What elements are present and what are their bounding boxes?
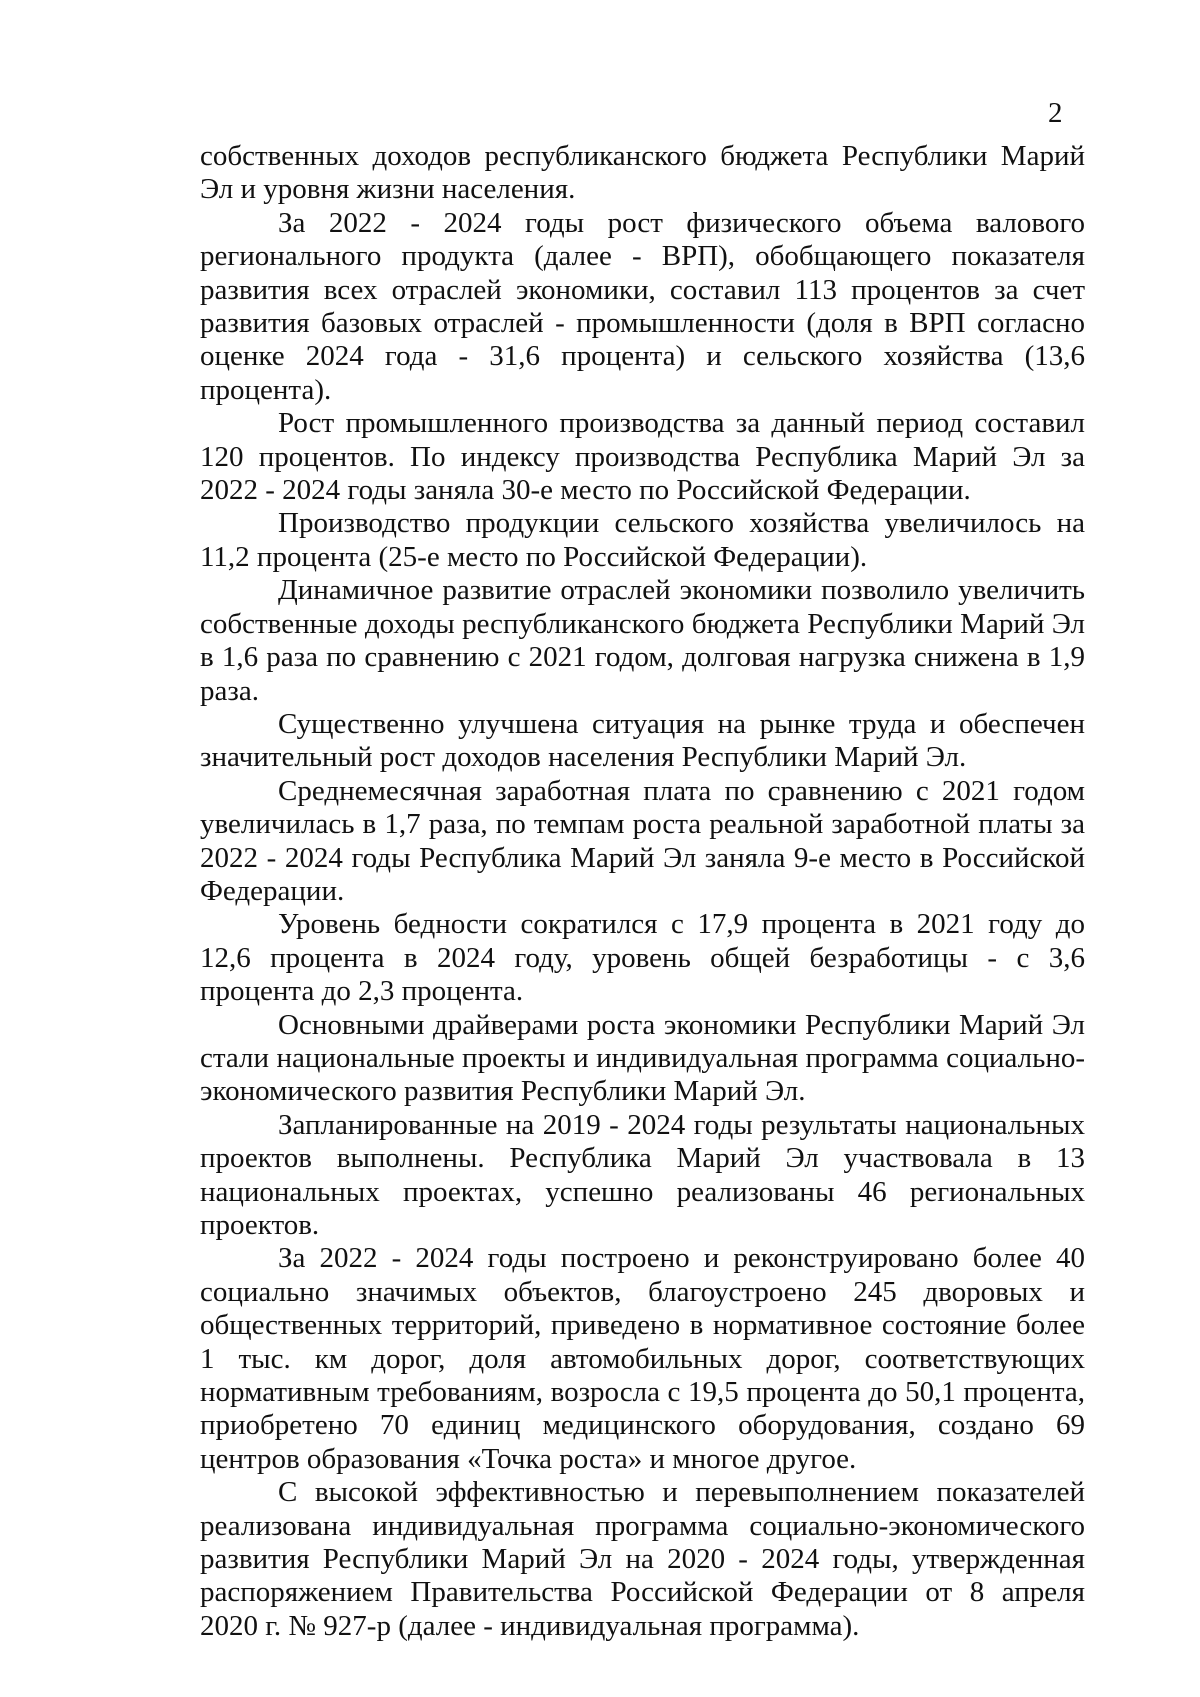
paragraph-industrial-production: Рост промышленного производства за данный период составил 120 процентов. По индексу производства Республика Марий Эл за 2022 - 2024 годы заняла 30-е место по Российской Федерации. — [200, 407, 1085, 507]
paragraph-budget-revenue: Динамичное развитие отраслей экономики позволило увеличить собственные доходы республиканского бюджета Республики Марий Эл в 1,6 раза по сравнению с 2021 годом, долговая нагрузка снижена в 1,9 раза. — [200, 574, 1085, 707]
paragraph-infrastructure: За 2022 - 2024 годы построено и реконструировано более 40 социально значимых объектов, благоустроено 245 дворовых и общественных территорий, приведено в нормативное состояние более 1 тыс. км дорог, доля автомобильных дорог, соответствующих нормативным требованиям, возросла с 19,5 процента до 50,1 процента, приобретено 70 единиц медицинского оборудования, создано 69 центров образования «Точка роста» и многое другое. — [200, 1242, 1085, 1475]
paragraph-labor-market: Существенно улучшена ситуация на рынке труда и обеспечен значительный рост доходов населения Республики Марий Эл. — [200, 707, 1085, 774]
paragraph-national-projects: Запланированные на 2019 - 2024 годы результаты национальных проектов выполнены. Республика Марий Эл участвовала в 13 национальных проектах, успешно реализованы 46 региональных проектов. — [200, 1108, 1085, 1241]
document-body — [200, 140, 1085, 1643]
paragraph-poverty-level: Уровень бедности сократился с 17,9 процента в 2021 году до 12,6 процента в 2024 году, уровень общей безработицы - с 3,6 процента до 2,3 процента. — [200, 908, 1085, 1008]
paragraph-agriculture: Производство продукции сельского хозяйства увеличилось на 11,2 процента (25-е место по Российской Федерации). — [200, 507, 1085, 573]
paragraph-individual-program: С высокой эффективностью и перевыполнением показателей реализована индивидуальная программа социально-экономического развития Республики Марий Эл на 2020 - 2024 годы, утвержденная распоряжением Правительства Российской Федерации от 8 апреля 2020 г. № 927-р (далее - индивидуальная программа). — [200, 1476, 1085, 1642]
paragraph-continued: собственных доходов республиканского бюджета Республики Марий Эл и уровня жизни населения. — [200, 140, 1085, 206]
paragraph-growth-drivers: Основными драйверами роста экономики Республики Марий Эл стали национальные проекты и индивидуальная программа социально-экономического развития Республики Марий Эл. — [200, 1008, 1085, 1108]
paragraph-grp-growth: За 2022 - 2024 годы рост физического объема валового регионального продукта (далее - ВРП), обобщающего показателя развития всех отраслей экономики, составил 113 процентов за счет развития базовых отраслей - промышленности (доля в ВРП согласно оценке 2024 года - 31,6 процента) и сельского хозяйства (13,6 процента). — [200, 206, 1085, 406]
paragraph-average-salary: Среднемесячная заработная плата по сравнению с 2021 годом увеличилась в 1,7 раза, по темпам роста реальной заработной платы за 2022 - 2024 годы Республика Марий Эл заняла 9-е место в Российской Федерации. — [200, 774, 1085, 907]
page-number: 2 — [1048, 97, 1063, 129]
